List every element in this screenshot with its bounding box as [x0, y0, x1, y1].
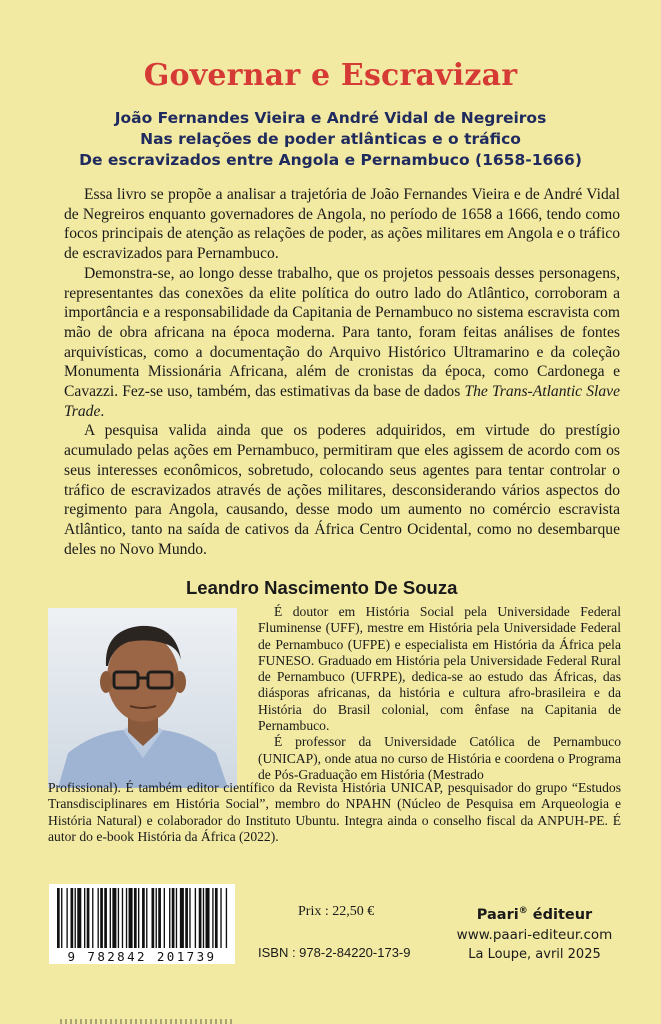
author-bio-continued — [48, 780, 621, 845]
barcode-bar — [77, 888, 81, 948]
publisher-block — [452, 902, 617, 964]
barcode-bar — [61, 888, 62, 948]
barcode-bar — [57, 888, 60, 948]
barcode-bar — [138, 888, 139, 948]
barcode-bar — [98, 888, 99, 948]
barcode-bar — [215, 888, 218, 948]
barcode-bar — [195, 888, 196, 948]
synopsis-p2-text: Demonstra-se, ao longo desse trabalho, que os projetos pessoais desses personagens, representantes das conexões da elite política do outro lado do Atlântico, corroboram a importância e a responsabilidade da Capitania de Pernambuco no sistema escravista com mão de obra africana na época moderna. Para tanto, foram feitas análises de fontes arquivísticas, como a documentação do Arquivo Histórico Ultramarino e da coleção Monumenta Missionária Africana, além de cronistas da época, como Cardonega e Cavazzi. Fez-se uso, também, das estimativas da base de dados — [64, 264, 620, 401]
barcode-bar — [156, 888, 157, 948]
synopsis-paragraph-2 — [64, 264, 620, 422]
synopsis — [64, 185, 620, 559]
publication-place-date: La Loupe, avril 2025 — [468, 946, 601, 962]
barcode-bar — [92, 888, 93, 948]
barcode-bar — [122, 888, 123, 948]
barcode-bars — [49, 884, 235, 950]
barcode-bar — [104, 888, 107, 948]
author-bio — [258, 604, 621, 783]
barcode-bar — [164, 888, 165, 948]
publisher-website: www.paari-editeur.com — [456, 926, 613, 943]
publisher-name-main: Paari — [476, 906, 519, 923]
barcode-bar — [185, 888, 188, 948]
author-bio-paragraph-1: É doutor em História Social pela Universidade Federal Fluminense (UFF), mestre em História pela Universidade Federal de Pernambuco (UFPE) e especialista em História da África pela FUNESO. Graduado em História pela Universidade Federal Rural de Pernambuco (UFRPE), dedica-se ao estudo das Áfricas, das diásporas africanas, da história e cultura afro-brasileira e da História do Brasil colonial, com ênfase na Capitania de Pernambuco. — [258, 604, 621, 734]
barcode-bar — [180, 888, 184, 948]
barcode-bar — [110, 888, 111, 948]
barcode-bar — [75, 888, 76, 948]
synopsis-paragraph-3: A pesquisa valida ainda que os poderes adquiridos, em virtude do prestígio acumulado pelas ações em Pernambuco, permitiram que eles agissem de acordo com os seus interesses econômicos, sobretudo, colocando seus agentes para tentar controlar o tráfico de escravizados através de ações militares, desconsiderando vários aspectos do regimento para Angola, causando, desse modo um aumento no comércio escravista Atlântico, tanto na saída de cativos da África Centro Ocidental, como no desembarque deles no Novo Mundo. — [64, 422, 620, 558]
barcode-bar — [212, 888, 213, 948]
barcode-bar — [152, 888, 155, 948]
barcode-bar — [118, 888, 119, 948]
synopsis-p2-end: . — [100, 402, 105, 420]
author-portrait-illustration — [48, 608, 237, 788]
bottom-edge-marks — [60, 1019, 235, 1024]
book-title: Governar e Escravizar — [143, 58, 518, 93]
barcode-digits: 9 782842 201739 — [67, 949, 217, 964]
barcode-bar — [71, 888, 74, 948]
barcode-bar — [206, 888, 210, 948]
database-title: The Trans-Atlantic Slave Trade — [64, 383, 621, 420]
isbn: ISBN : 978-2-84220-173-9 — [258, 945, 411, 960]
author-bio-paragraph-2-continued: Profissional). É também editor científico da Revista História UNICAP, pesquisador do grupo “Estudos Transdisciplinares em História Social”, membro do NPAHN (Núcleo de Pesquisa em Arqueologia e História Natural) e colaborador do Instituto Ubuntu. Integra ainda o conselho fiscal da ANPUH-PE. É autor do e-book História da África (2022). — [48, 780, 621, 844]
barcode-bar — [129, 888, 133, 948]
subtitle-line-3: De escravizados entre Angola e Pernambuco (1658-1666) — [79, 151, 582, 169]
barcode-bar — [199, 888, 202, 948]
isbn-barcode — [49, 884, 235, 964]
subtitle-line-2: Nas relações de poder atlânticas e o tráfico — [140, 130, 521, 148]
barcode-bar — [66, 888, 67, 948]
author-name: Leandro Nascimento De Souza — [186, 577, 458, 598]
author-bio-paragraph-2: É professor da Universidade Católica de Pernambuco (UNICAP), onde atua no curso de História e coordena o Programa de Pós-Graduação em História (Mestrado — [258, 734, 621, 782]
author-photo — [48, 608, 237, 788]
barcode-bar — [100, 888, 103, 948]
barcode-bar — [169, 888, 170, 948]
publisher-name-suffix: éditeur — [527, 906, 593, 923]
barcode-bar — [87, 888, 90, 948]
barcode-bar — [84, 888, 85, 948]
barcode-bar — [203, 888, 204, 948]
barcode-bar — [226, 888, 227, 948]
barcode-bar — [172, 888, 175, 948]
barcode-bar — [146, 888, 147, 948]
barcode-bar — [142, 888, 145, 948]
publisher-name — [452, 902, 617, 925]
barcode-bar — [176, 888, 177, 948]
barcode-bar — [134, 888, 137, 948]
book-subtitle — [0, 108, 661, 171]
barcode-bar — [189, 888, 190, 948]
barcode-bar — [126, 888, 127, 948]
synopsis-paragraph-1: Essa livro se propõe a analisar a trajetória de João Fernandes Vieira e de André Vidal de Negreiros enquanto governadores de Angola, no período de 1658 a 1666, tendo como focos principais de atenção as relações de poder, as ações militares em Angola e o tráfico de escravizados para Pernambuco. — [64, 186, 620, 263]
barcode-bar — [220, 888, 221, 948]
subtitle-line-1: João Fernandes Vieira e André Vidal de Negreiros — [114, 109, 547, 127]
barcode-bar — [112, 888, 116, 948]
barcode-bar — [158, 888, 161, 948]
price: Prix : 22,50 € — [298, 904, 375, 919]
registered-mark: ® — [518, 906, 528, 916]
